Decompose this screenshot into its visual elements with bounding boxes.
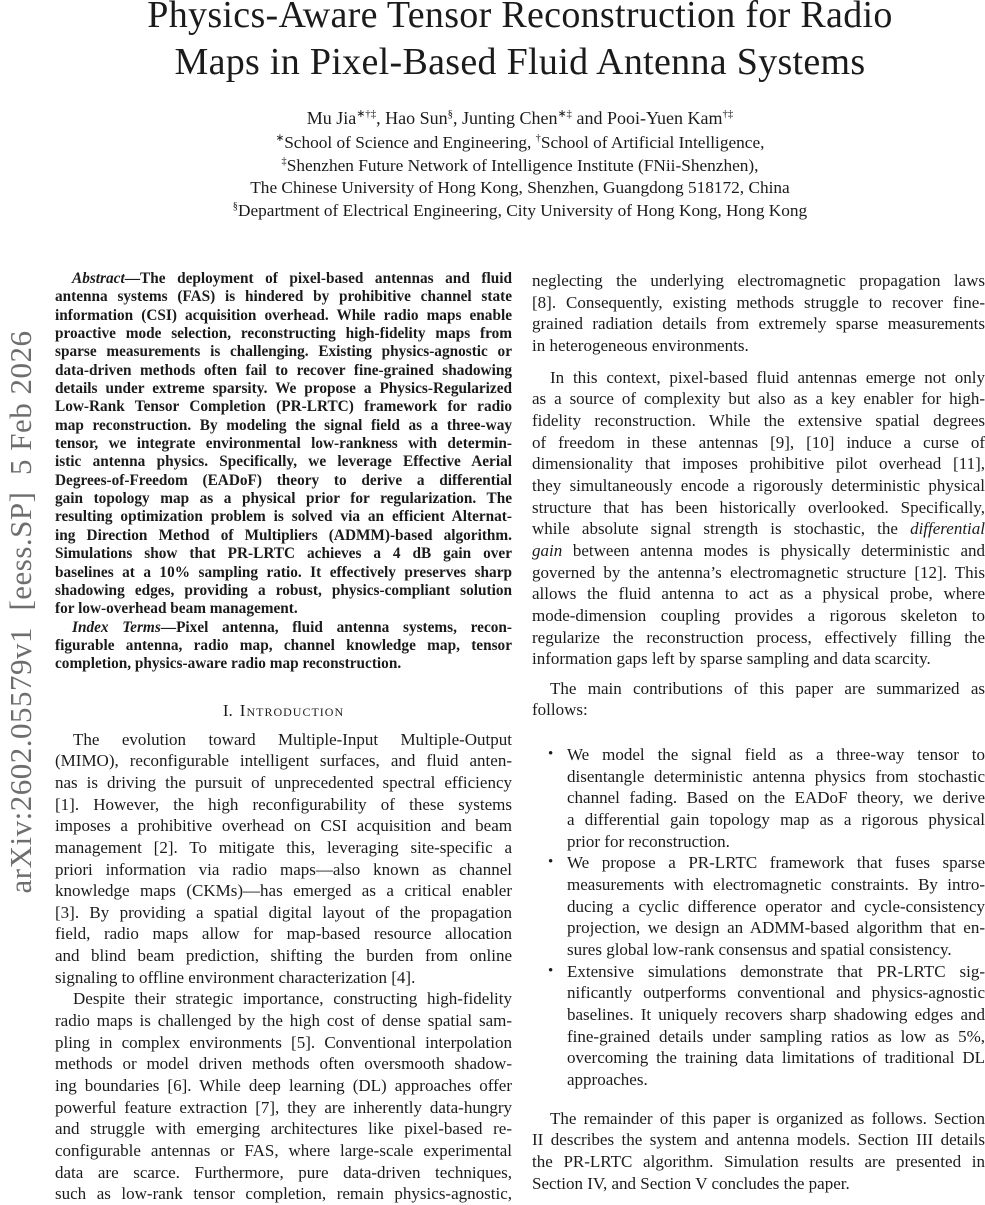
affiliation-line-4: §Department of Electrical Engineering, City University of Hong Kong, Hong Kong xyxy=(232,200,808,220)
text-line: Abstract—The deployment of pixel-based antennas and fluid xyxy=(72,270,512,287)
section-heading-introduction xyxy=(55,700,512,722)
text-line: nas is driving the pursuit of unprecedented spectral efficiency xyxy=(55,772,512,792)
text-line: dimensionality that imposes prohibitive pilot overhead [11], xyxy=(532,454,985,474)
text-line: channel fading. Based on the EADoF theory, we derive xyxy=(567,788,985,808)
text-line: Simulations show that PR-LRTC achieves a 4 dB gain over xyxy=(55,545,512,563)
text-line: sparse measurements is challenging. Existing physics-agnostic or xyxy=(55,343,512,361)
text-line: and struggle with emerging architectures like pixel-based re- xyxy=(55,1119,512,1139)
text-line: imposes a prohibitive overhead on CSI acquisition and beam xyxy=(55,816,512,836)
text-line: In this context, pixel-based fluid antennas emerge not only xyxy=(550,367,985,387)
text-line: projection, we design an ADMM-based algorithm that en- xyxy=(567,918,985,938)
text-line: structure that has been historically overlooked. Specifically, xyxy=(532,497,985,517)
arxiv-watermark: arXiv:2602.05579v1 [eess.SP] 5 Feb 2026 xyxy=(3,330,38,894)
text-line: [1]. However, the high reconfigurability of these systems xyxy=(55,794,512,814)
intro-paragraph-1 xyxy=(55,729,512,989)
paper-title-line-1: Physics-Aware Tensor Reconstruction for Radio xyxy=(147,0,893,36)
text-line: Section IV, and Section V concludes the paper. xyxy=(532,1173,850,1193)
text-line: pling in complex environments [5]. Conventional interpolation xyxy=(55,1032,512,1052)
text-line: powerful feature extraction [7], they are inherently data-hungry xyxy=(55,1097,512,1117)
text-line: gain topology map as a physical prior for regularization. The xyxy=(55,490,512,508)
text-line: • We propose a PR-LRTC framework that fuses sparse xyxy=(567,853,985,873)
text-line: • Extensive simulations demonstrate that PR-LRTC sig- xyxy=(567,961,985,981)
affiliation-line-2: ‡Shenzhen Future Network of Intelligence Institute (FNii-Shenzhen), xyxy=(281,155,759,175)
paper-header xyxy=(55,0,985,222)
text-line: configurable antennas or FAS, where large-scale experimental xyxy=(55,1141,512,1161)
contribution-item-3 xyxy=(567,961,985,1091)
text-line: antenna systems (FAS) is hindered by prohibitive channel state xyxy=(55,288,512,306)
affiliation-line-1: ∗School of Science and Engineering, †School of Artificial Intelligence, xyxy=(275,133,765,152)
text-line: in heterogeneous environments. xyxy=(532,335,749,355)
text-line: Despite their strategic importance, constructing high-fidelity xyxy=(73,989,512,1009)
text-line: baselines at a 10% sampling ratio. It effectively preserves sharp xyxy=(55,563,512,581)
text-line: signaling to offline environment characterization [4]. xyxy=(55,967,416,987)
text-line: and blind beam prediction, shifting the burden from online xyxy=(55,946,512,966)
body-columns xyxy=(55,270,985,1205)
text-line: follows: xyxy=(532,700,588,720)
text-line: prior for reconstruction. xyxy=(567,831,730,851)
text-line: of freedom in these antennas [9], [10] induce a curse of xyxy=(532,432,985,452)
text-line: fidelity reconstruction. While the extensive spatial degrees xyxy=(532,410,985,430)
text-line: • We model the signal field as a three-way tensor to xyxy=(567,745,985,765)
text-line: fine-grained details under sampling ratios as low as 5%, xyxy=(567,1026,985,1046)
text-line: measurements with electromagnetic constraints. By intro- xyxy=(567,875,985,895)
text-line: ducing a cyclic difference operator and cycle-consistency xyxy=(567,896,985,916)
text-line: mode-dimension coupling provides a rigorous skeleton to xyxy=(532,605,985,625)
contribution-item-1 xyxy=(567,744,985,852)
text-line: regularize the reconstruction process, effectively filling the xyxy=(532,627,985,647)
text-line: Index Terms—Pixel antenna, fluid antenna systems, recon- xyxy=(72,618,512,636)
contribution-item-2 xyxy=(567,852,985,960)
text-line: Degrees-of-Freedom (EADoF) theory to derive a differential xyxy=(55,471,512,489)
text-line: governed by the antenna’s electromagnetic structure [12]. This xyxy=(532,562,985,582)
text-line: shadowing edges, providing a robust, physics-compliant solution xyxy=(55,581,512,599)
text-line: The evolution toward Multiple-Input Multiple-Output xyxy=(73,729,512,749)
text-line: gain between antenna modes is physically deterministic and xyxy=(532,540,985,560)
text-line: completion, physics-aware radio map reconstruction. xyxy=(55,655,402,673)
contributions-list xyxy=(532,744,985,1091)
text-line: field, radio maps allow for map-based resource allocation xyxy=(55,924,512,944)
text-line: Low-Rank Tensor Completion (PR-LRTC) framework for radio xyxy=(55,398,512,416)
text-line: nificantly outperforms conventional and physics-agnostic xyxy=(567,983,985,1003)
section-number: I. xyxy=(222,700,233,720)
section-title: Introduction xyxy=(239,700,345,720)
author-line: Mu Jia∗†‡, Hao Sun§, Junting Chen∗‡ and Pooi-Yuen Kam†‡ xyxy=(306,108,734,128)
text-line: overcoming the training data limitations of traditional DL xyxy=(567,1048,985,1068)
text-line: a differential gain topology map as a rigorous physical xyxy=(567,810,985,830)
index-terms xyxy=(55,619,512,674)
text-line: approaches. xyxy=(567,1069,648,1089)
text-line: knowledge maps (CKMs)—has emerged as a critical enabler xyxy=(55,881,512,901)
text-line: methods or model driven methods often oversmooth shadow- xyxy=(55,1054,512,1074)
text-line: ing Direction Method of Multipliers (ADMM)-based algorithm. xyxy=(55,526,512,544)
text-line: neglecting the underlying electromagnetic propagation laws xyxy=(532,271,985,290)
text-line: for low-overhead beam management. xyxy=(55,600,298,618)
affiliations xyxy=(55,132,985,222)
text-line: grained radiation details from extremely sparse measurements xyxy=(532,314,985,334)
text-line: management [2]. To mitigate this, leveraging site-specific a xyxy=(55,837,512,857)
text-line: tensor, we integrate environmental low-rankness with determin- xyxy=(55,435,512,453)
abstract xyxy=(55,270,512,619)
text-line: allows the fluid antenna to act as a physical probe, where xyxy=(532,584,985,604)
text-line: istic antenna physics. Specifically, we leverage Effective Aerial xyxy=(55,453,512,471)
paper-title-line-2: Maps in Pixel-Based Fluid Antenna Systems xyxy=(174,41,866,83)
left-column xyxy=(55,270,512,1205)
right-column xyxy=(532,270,985,1205)
text-line: the PR-LRTC algorithm. Simulation results are presented in xyxy=(532,1151,985,1171)
text-line: such as low-rank tensor completion, remain physics-agnostic, xyxy=(55,1184,512,1204)
text-line: data are scarce. Furthermore, pure data-driven techniques, xyxy=(55,1162,512,1182)
text-line: map reconstruction. By modeling the signal field as a three-way xyxy=(55,416,512,434)
text-line: The remainder of this paper is organized as follows. Section xyxy=(550,1108,985,1128)
text-line: figurable antenna, radio map, channel knowledge map, tensor xyxy=(55,636,512,654)
text-line: The main contributions of this paper are summarized as xyxy=(550,678,985,698)
paper-title xyxy=(55,0,985,86)
text-line: baselines. It uniquely recovers sharp shadowing edges and xyxy=(567,1005,985,1024)
text-line: disentangle deterministic antenna physics from stochastic xyxy=(567,766,985,786)
text-line: information gaps left by sparse sampling and data scarcity. xyxy=(532,649,931,669)
text-line: resulting optimization problem is solved via an efficient Alternat- xyxy=(55,508,512,526)
text-line: ing boundaries [6]. While deep learning (DL) approaches offer xyxy=(55,1076,512,1096)
outline-paragraph xyxy=(532,1108,985,1195)
text-line: information (CSI) acquisition overhead. While radio maps enable xyxy=(55,306,512,324)
affiliation-line-3: The Chinese University of Hong Kong, Shenzhen, Guangdong 518172, China xyxy=(250,178,790,197)
text-line: sures global low-rank consensus and spatial consistency. xyxy=(567,940,952,960)
text-line: as a source of complexity but also as a key enabler for high- xyxy=(532,389,985,409)
text-line: details under extreme sparsity. We propose a Physics-Regularized xyxy=(55,380,512,398)
text-line: II describes the system and antenna models. Section III details xyxy=(532,1130,985,1150)
text-line: [8]. Consequently, existing methods struggle to recover fine- xyxy=(532,292,985,312)
text-line: priori information via radio maps—also known as channel xyxy=(55,859,512,879)
text-line: [3]. By providing a spatial digital layout of the propagation xyxy=(55,902,512,922)
contributions-lead xyxy=(532,678,985,721)
intro-paragraph-2-continued xyxy=(532,270,985,357)
text-line: data-driven methods often fail to recover fine-grained shadowing xyxy=(55,361,512,379)
text-line: (MIMO), reconfigurable intelligent surfaces, and fluid anten- xyxy=(55,751,512,771)
intro-paragraph-2 xyxy=(55,988,512,1205)
text-line: they simultaneously encode a rigorously deterministic physical xyxy=(532,475,985,495)
intro-paragraph-3 xyxy=(532,367,985,670)
text-line: radio maps is challenged by the high cost of dense spatial sam- xyxy=(55,1011,512,1031)
text-line: while absolute signal strength is stochastic, the differential xyxy=(532,519,985,539)
text-line: proactive mode selection, reconstructing high-fidelity maps from xyxy=(55,325,512,343)
